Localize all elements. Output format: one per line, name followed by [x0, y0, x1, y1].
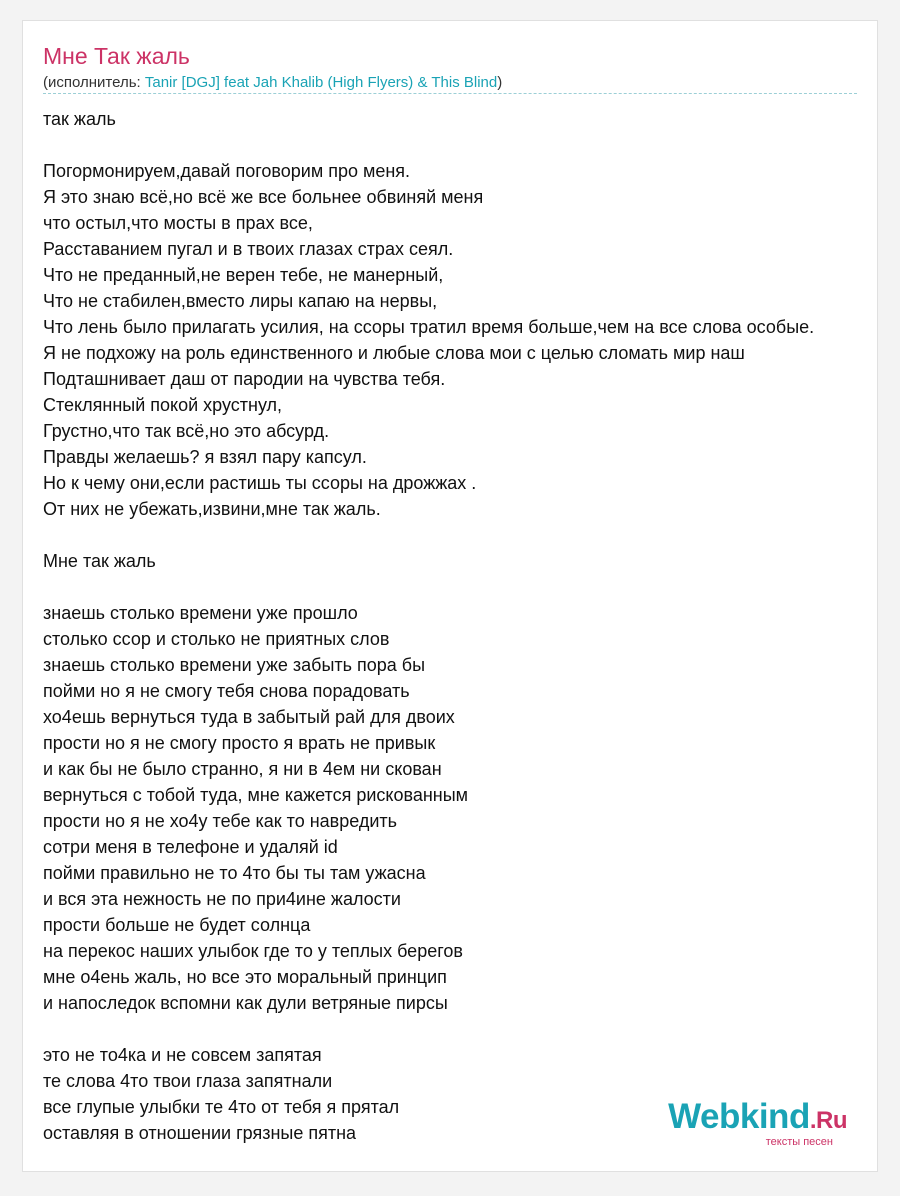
lyric-line: Стеклянный покой хрустнул, [43, 395, 283, 415]
lyric-line [43, 574, 878, 600]
lyric-line: на перекос наших улыбок где то у теплых берегов [43, 941, 463, 961]
lyric-line [43, 132, 878, 158]
lyric-line: Что не стабилен,вместо лиры капаю на нервы, [43, 291, 438, 311]
title-divider [43, 93, 857, 94]
logo-wordmark [668, 1097, 847, 1137]
lyric-line: это не то4ка и не совсем запятая [43, 1045, 322, 1065]
lyric-line: вернуться с тобой туда, мне кажется рискованным [43, 785, 469, 805]
lyric-line: Подташнивает даш от пародии на чувства тебя. [43, 369, 446, 389]
logo-tld: .Ru [809, 1107, 847, 1134]
lyric-line: Я это знаю всё,но всё же все больнее обвиняй меня [43, 187, 484, 207]
lyric-line: Я не подхожу на роль единственного и любые слова мои с целью сломать мир наш [43, 343, 745, 363]
artist-suffix: ) [497, 74, 503, 91]
lyric-line [43, 1016, 878, 1042]
lyric-line: так жаль [43, 109, 116, 129]
lyric-line: прости больше не будет солнца [43, 915, 311, 935]
logo-name: Webkind [668, 1097, 810, 1136]
lyric-line: От них не убежать,извини,мне так жаль. [43, 499, 381, 519]
lyric-line: Что лень было прилагать усилия, на ссоры тратил время больше,чем на все слова особые. [43, 317, 815, 337]
lyric-line: те слова 4то твои глаза запятнали [43, 1071, 333, 1091]
lyric-line: и вся эта нежность не по при4ине жалости [43, 889, 401, 909]
lyric-line: Мне так жаль [43, 551, 156, 571]
lyric-line: все глупые улыбки те 4то от тебя я прятал [43, 1097, 400, 1117]
lyric-line: пойми правильно не то 4то бы ты там ужасна [43, 863, 426, 883]
lyric-line: Грустно,что так всё,но это абсурд. [43, 421, 330, 441]
lyric-line: хо4ешь вернуться туда в забытый рай для двоих [43, 707, 455, 727]
lyric-line: Но к чему они,если растишь ты ссоры на дрожжах . [43, 473, 477, 493]
lyric-line: Правды желаешь? я взял пару капсул. [43, 447, 367, 467]
artist-link[interactable]: Tanir [DGJ] feat Jah Khalib (High Flyers) & This Blind [144, 74, 498, 91]
lyric-line: и как бы не было странно, я ни в 4ем ни скован [43, 759, 442, 779]
lyric-line: пойми но я не смогу тебя снова порадовать [43, 681, 410, 701]
lyrics-card [22, 20, 878, 1172]
lyric-line: знаешь столько времени уже забыть пора бы [43, 655, 426, 675]
lyric-line: прости но я не хо4у тебе как то навредить [43, 811, 398, 831]
lyric-line: сотри меня в телефоне и удаляй id [43, 837, 338, 857]
logo-subtitle: тексты песен [765, 1136, 833, 1148]
artist-line [43, 74, 502, 91]
lyric-line [43, 522, 878, 548]
lyric-line: знаешь столько времени уже прошло [43, 603, 358, 623]
lyric-line: Погормонируем,давай поговорим про меня. [43, 161, 411, 181]
song-title: Мне Так жаль [43, 43, 190, 69]
webkind-logo [647, 1097, 847, 1149]
lyric-line: Что не преданный,не верен тебе, не манерный, [43, 265, 444, 285]
lyric-line: прости но я не смогу просто я врать не привык [43, 733, 436, 753]
lyric-line: оставляя в отношении грязные пятна [43, 1123, 357, 1143]
lyric-line: и напоследок вспомни как дули ветряные пирсы [43, 993, 448, 1013]
lyrics-text [43, 106, 878, 1146]
lyric-line: Расставанием пугал и в твоих глазах страх сеял. [43, 239, 454, 259]
artist-prefix: (исполнитель: [43, 74, 145, 91]
lyric-line: мне о4ень жаль, но все это моральный принцип [43, 967, 447, 987]
lyric-line: столько ссор и столько не приятных слов [43, 629, 390, 649]
lyric-line: что остыл,что мосты в прах все, [43, 213, 313, 233]
